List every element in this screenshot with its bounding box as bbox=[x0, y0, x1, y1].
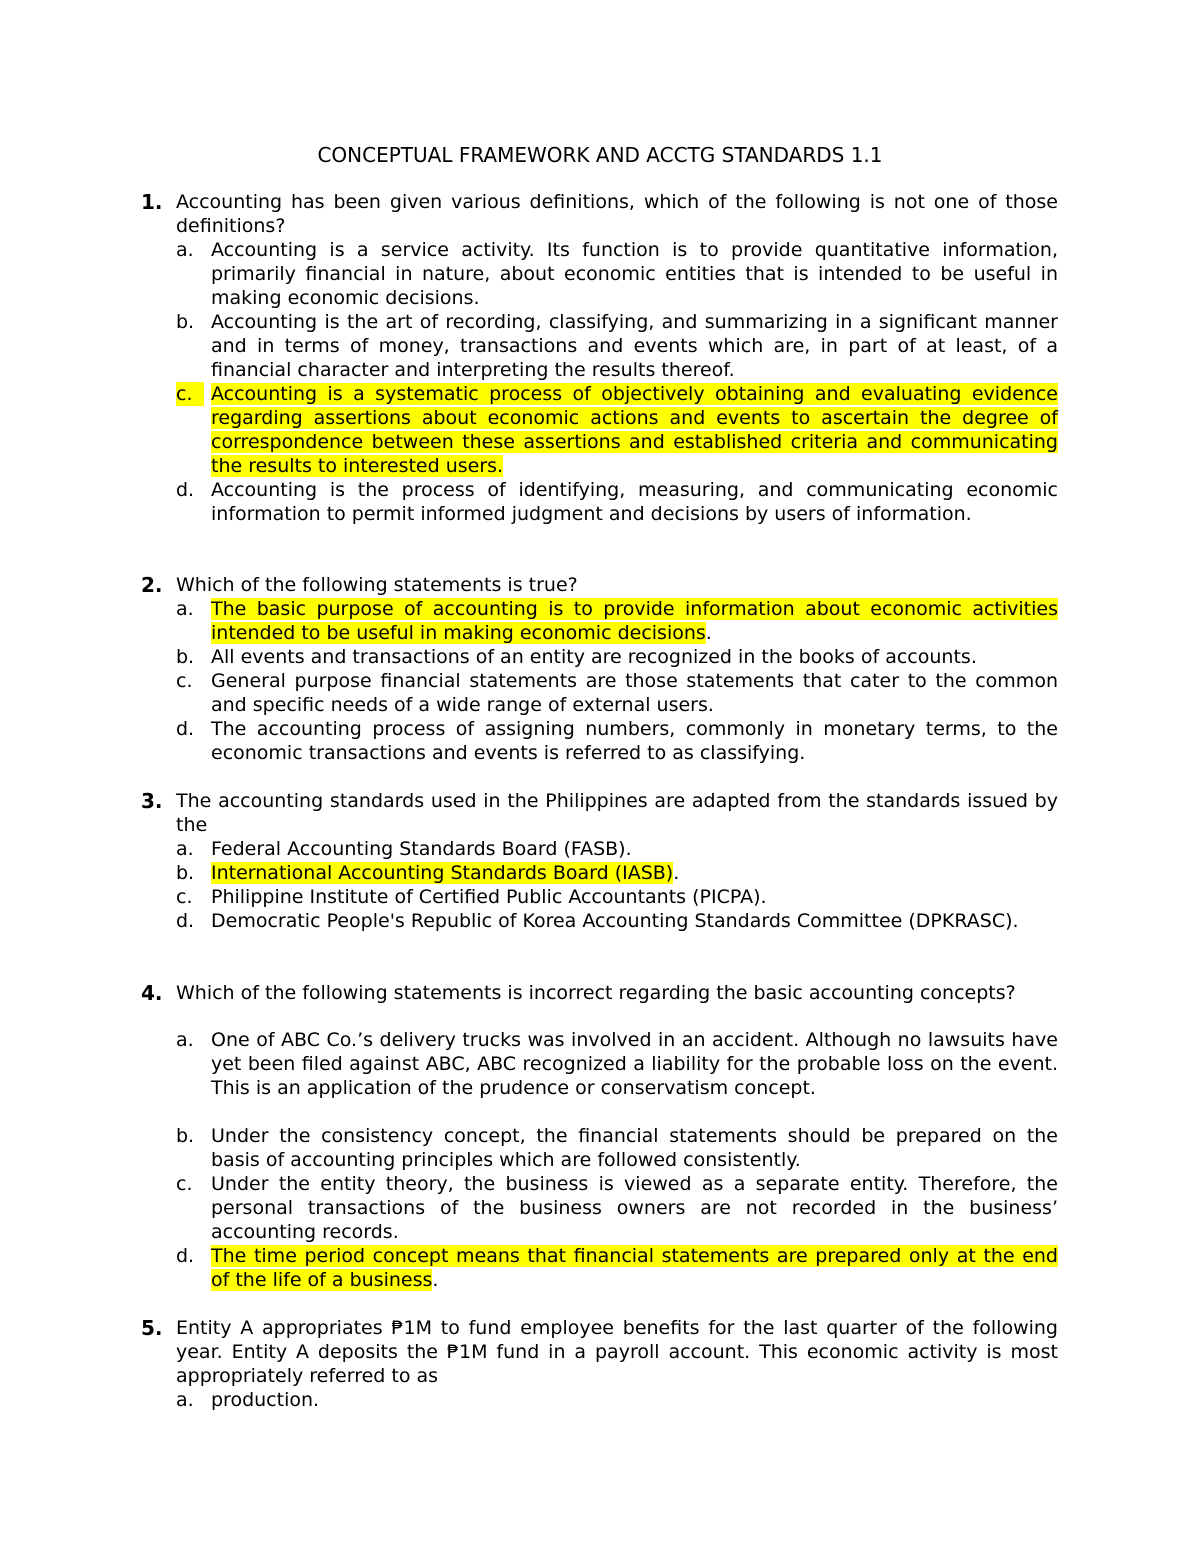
option-text-highlighted bbox=[211, 861, 1058, 885]
option-letter: c. bbox=[176, 1173, 193, 1195]
question-number: 3. bbox=[141, 789, 163, 813]
question-text: The accounting standards used in the Philippines are adapted from the standards issued by the bbox=[176, 790, 1058, 836]
question-number: 4. bbox=[141, 981, 163, 1005]
option-text: General purpose financial statements are those statements that cater to the common and specific needs of a wide range of external users. bbox=[211, 670, 1058, 716]
question-text: Which of the following statements is incorrect regarding the basic accounting concepts? bbox=[176, 982, 1016, 1004]
option-letter: b. bbox=[176, 311, 195, 333]
highlighted-answer: Accounting is a systematic process of objectively obtaining and evaluating evidence regarding assertions about economic actions and events to ascertain the degree of correspondence between these assertions and established criteria and communicating the results to interested users. bbox=[211, 383, 1058, 477]
question-text: Entity A appropriates ₱1M to fund employee benefits for the last quarter of the following year. Entity A deposits the ₱1M fund in a payroll account. This economic activity is most appropriately referred to as bbox=[176, 1317, 1058, 1387]
option-text-highlighted bbox=[211, 597, 1058, 645]
question-number: 2. bbox=[141, 573, 163, 597]
option-text-highlighted bbox=[211, 1244, 1058, 1292]
highlighted-answer: The basic purpose of accounting is to provide information about economic activities intended to be useful in making economic decisions bbox=[211, 598, 1058, 644]
question-number: 5. bbox=[141, 1316, 163, 1340]
option-text: Under the consistency concept, the financial statements should be prepared on the basis of accounting principles which are followed consistently. bbox=[211, 1125, 1058, 1171]
question-text: Which of the following statements is true? bbox=[176, 574, 578, 596]
question-text: Accounting has been given various definitions, which of the following is not one of those definitions? bbox=[176, 191, 1058, 237]
option-trailing-period: . bbox=[432, 1269, 439, 1291]
option-text: All events and transactions of an entity are recognized in the books of accounts. bbox=[211, 646, 977, 668]
option-letter: b. bbox=[176, 646, 195, 668]
option-letter: d. bbox=[176, 1245, 195, 1267]
option-letter: c. bbox=[176, 886, 193, 908]
option-trailing-period: . bbox=[673, 862, 680, 884]
option-letter: c. bbox=[176, 670, 193, 692]
option-text: Federal Accounting Standards Board (FASB). bbox=[211, 838, 632, 860]
highlighted-answer: The time period concept means that financial statements are prepared only at the end of the life of a business bbox=[211, 1245, 1058, 1291]
option-text-highlighted bbox=[211, 382, 1058, 478]
option-text: production. bbox=[211, 1389, 320, 1411]
option-letter: d. bbox=[176, 479, 195, 501]
option-text: Democratic People's Republic of Korea Accounting Standards Committee (DPKRASC). bbox=[211, 910, 1019, 932]
option-letter: a. bbox=[176, 1029, 194, 1051]
option-text: Philippine Institute of Certified Public Accountants (PICPA). bbox=[211, 886, 767, 908]
option-text: One of ABC Co.’s delivery trucks was involved in an accident. Although no lawsuits have yet been filed against ABC, ABC recognized a liability for the probable loss on the event. This is an application of the prudence or conservatism concept. bbox=[211, 1029, 1058, 1099]
option-text: The accounting process of assigning numbers, commonly in monetary terms, to the economic transactions and events is referred to as classifying. bbox=[211, 718, 1058, 764]
option-text: Accounting is the process of identifying, measuring, and communicating economic information to permit informed judgment and decisions by users of information. bbox=[211, 479, 1058, 525]
question-number: 1. bbox=[141, 190, 163, 214]
document-title: CONCEPTUAL FRAMEWORK AND ACCTG STANDARDS 1.1 bbox=[317, 143, 883, 167]
option-letter: b. bbox=[176, 862, 195, 884]
highlighted-answer: International Accounting Standards Board (IASB) bbox=[211, 862, 674, 884]
option-letter: a. bbox=[176, 598, 194, 620]
option-text: Accounting is the art of recording, classifying, and summarizing in a significant manner and in terms of money, transactions and events which are, in part of at least, of a financial character and interpreting the results thereof. bbox=[211, 311, 1058, 381]
option-letter: d. bbox=[176, 718, 195, 740]
option-letter: b. bbox=[176, 1125, 195, 1147]
option-text: Under the entity theory, the business is viewed as a separate entity. Therefore, the personal transactions of the business owners are not recorded in the business’ accounting records. bbox=[211, 1173, 1058, 1243]
option-letter-highlighted: c. bbox=[176, 382, 204, 406]
option-letter: a. bbox=[176, 239, 194, 261]
option-text: Accounting is a service activity. Its function is to provide quantitative information, primarily financial in nature, about economic entities that is intended to be useful in making economic decisions. bbox=[211, 239, 1058, 309]
option-letter: a. bbox=[176, 1389, 194, 1411]
option-trailing-period: . bbox=[705, 622, 712, 644]
option-letter: a. bbox=[176, 838, 194, 860]
option-letter: d. bbox=[176, 910, 195, 932]
